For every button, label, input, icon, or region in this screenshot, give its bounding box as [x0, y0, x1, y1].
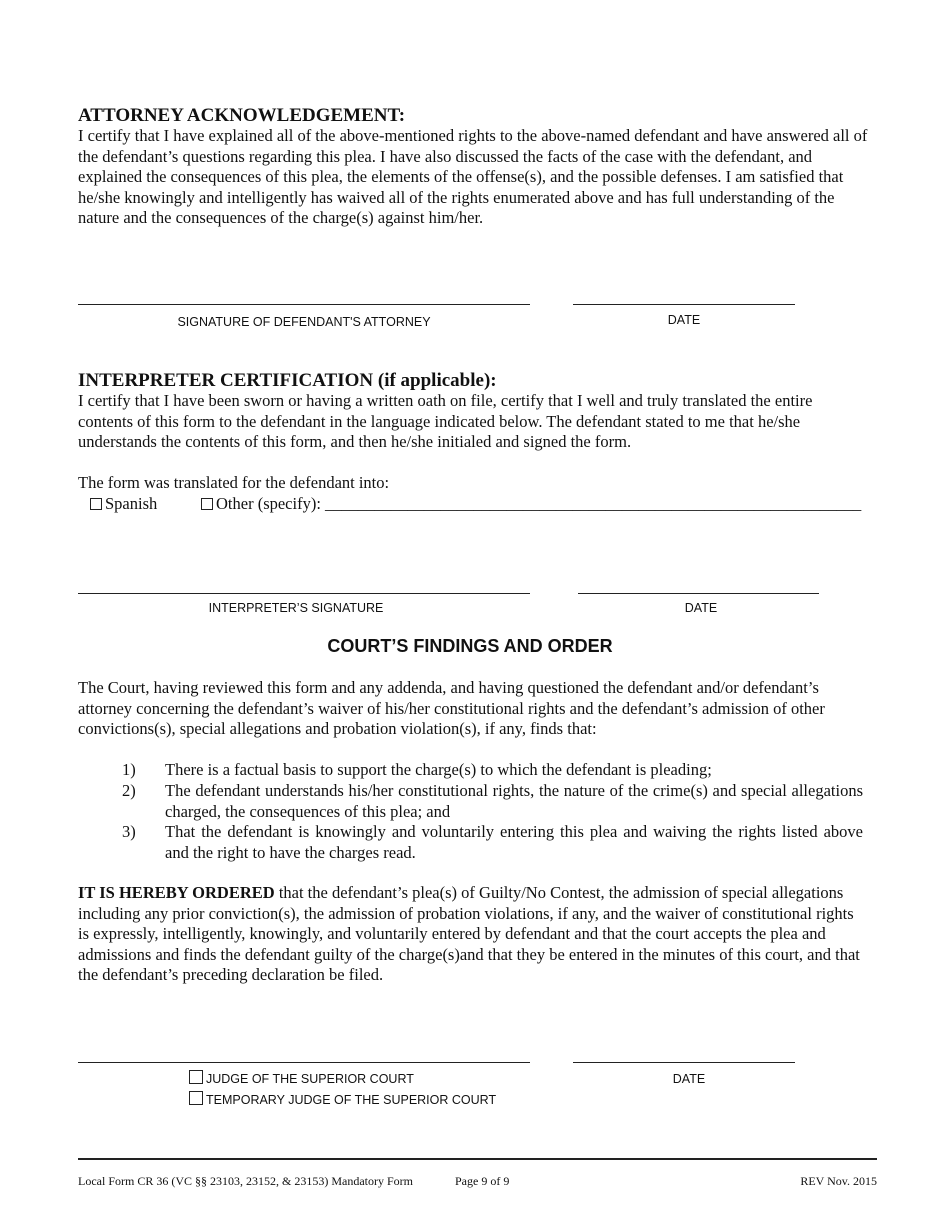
temporary-judge-label: TEMPORARY JUDGE OF THE SUPERIOR COURT [206, 1093, 497, 1107]
attorney-signature-label: SIGNATURE OF DEFENDANT'S ATTORNEY [177, 315, 431, 329]
interpreter-signature-line[interactable] [78, 593, 530, 594]
footer-revision: REV Nov. 2015 [800, 1174, 877, 1188]
judge-option[interactable] [189, 1070, 414, 1086]
interpreter-date-line[interactable] [578, 593, 819, 594]
order-text: that the defendant’s plea(s) of Guilty/No Contest, the admission of special allegations including any prior conviction(s), the admission of probation violations, if any, and the waiver of constitutional rights is expressly, intelligently, knowingly, and voluntarily entered by defendant and that the court accepts the plea and admissions and finds the defendant guilty of the charge(s)and that they be entered in the minutes of this court, and that the defendant’s preceding declaration be filed. [78, 883, 860, 984]
attorney-heading: ATTORNEY ACKNOWLEDGEMENT: [78, 105, 406, 126]
judge-date-label: DATE [672, 1072, 706, 1086]
other-label: Other (specify): _________________________________________________________________ [216, 494, 862, 513]
order-lead: IT IS HEREBY ORDERED [78, 883, 275, 902]
temporary-judge-checkbox[interactable] [189, 1091, 203, 1105]
interpreter-date-label: DATE [684, 601, 718, 615]
judge-checkbox[interactable] [189, 1070, 203, 1084]
finding-number: 3) [122, 822, 136, 841]
attorney-statement: I certify that I have explained all of the above-mentioned rights to the above-named defendant and have answered all of the defendant’s questions regarding this plea. I have also discussed the facts of the case with the defendant, and explained the consequences of this plea, the elements of the offense(s), and the possible defenses. I am satisfied that he/she knowingly and intelligently has waived all of the rights enumerated above and has full understanding of the nature and the consequences of the charge(s) against him/her. [78, 126, 868, 227]
judge-date-line[interactable] [573, 1062, 795, 1063]
spanish-label: Spanish [105, 494, 158, 513]
interpreter-heading: INTERPRETER CERTIFICATION (if applicable): [78, 370, 497, 391]
findings-intro: The Court, having reviewed this form and any addenda, and having questioned the defendant and/or defendant’s attorney concerning the defendant’s waiver of his/her constitutional rights and the defendant’s admission of other convictions(s), special allegations and probation violation(s), if any, finds that: [78, 678, 825, 738]
spanish-checkbox[interactable] [90, 498, 102, 510]
findings-heading: COURT’S FINDINGS AND ORDER [327, 636, 613, 656]
finding-item: That the defendant is knowingly and voluntarily entering this plea and waiving the rights listed above and the right to have the charges read. [165, 822, 863, 862]
translated-into-label: The form was translated for the defendant into: [78, 473, 390, 492]
footer-form-id: Local Form CR 36 (VC §§ 23103, 23152, & 23153) Mandatory Form [78, 1174, 413, 1188]
court-order [78, 883, 868, 986]
other-checkbox[interactable] [201, 498, 213, 510]
judge-signature-line[interactable] [78, 1062, 530, 1063]
temporary-judge-option[interactable] [189, 1091, 496, 1107]
finding-number: 1) [122, 760, 136, 779]
interpreter-statement: I certify that I have been sworn or having a written oath on file, certify that I well and truly translated the entire contents of this form to the defendant in the language indicated below. The defendant stated to me that he/she understands the contents of this form, and then he/she initialed and signed the form. [78, 391, 813, 451]
attorney-date-label: DATE [667, 313, 701, 327]
attorney-date-line[interactable] [573, 304, 795, 305]
option-other[interactable] [201, 494, 901, 515]
finding-item: The defendant understands his/her constitutional rights, the nature of the crime(s) and special allegations charged, the consequences of this plea; and [165, 781, 863, 821]
footer-page-number: Page 9 of 9 [455, 1174, 510, 1188]
footer-rule [78, 1158, 877, 1160]
finding-number: 2) [122, 781, 136, 800]
finding-item: There is a factual basis to support the charge(s) to which the defendant is pleading; [165, 760, 712, 779]
judge-label: JUDGE OF THE SUPERIOR COURT [206, 1072, 414, 1086]
interpreter-signature-label: INTERPRETER’S SIGNATURE [208, 601, 384, 615]
attorney-signature-line[interactable] [78, 304, 530, 305]
